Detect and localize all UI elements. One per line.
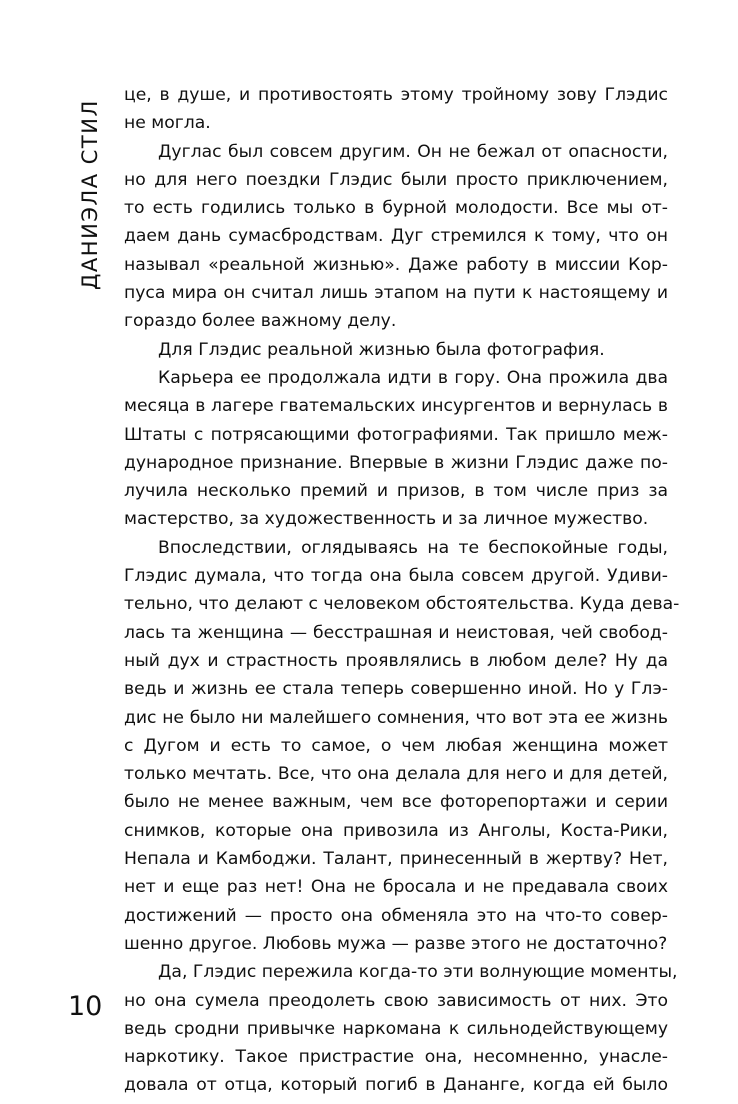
text-line: шенно другое. Любовь мужа — разве этого не достаточно? [124,933,668,954]
text-line: мастерство, за художественность и за личное мужество. [124,509,649,530]
text-line: тельно, что делают с человеком обстоятельства. Куда дева- [124,594,680,615]
text-line: Глэдис думала, что тогда она была совсем другой. Удиви- [124,566,668,587]
text-line: нет и еще раз нет! Она не бросала и не предавала своих [124,877,668,898]
text-line: Штаты с потрясающими фотографиями. Так пришло меж- [124,424,668,445]
text-line: ведь сродни привычке наркомана к сильнодействующему [124,1018,668,1039]
text-line: Дуглас был совсем другим. Он не бежал от опасности, [158,141,668,162]
text-line: дис не было ни малейшего сомнения, что вот эта ее жизнь [124,707,668,728]
text-line: Для Глэдис реальной жизнью была фотография. [158,339,605,360]
running-head: ДАНИЭЛА СТИЛ [78,99,102,290]
text-line: но для него поездки Глэдис были просто приключением, [124,169,668,190]
text-line: но она сумела преодолеть свою зависимость от них. Это [124,990,668,1011]
text-line: Карьера ее продолжала идти в гору. Она прожила два [158,367,668,388]
text-line: Да, Глэдис пережила когда-то эти волнующие моменты, [158,962,678,983]
text-line: достижений — просто она обменяла это на что-то совер- [124,905,668,926]
text-line: снимков, которые она привозила из Анголы, Коста-Рики, [124,820,668,841]
text-line: Впоследствии, оглядываясь на те беспокойные годы, [158,537,668,558]
text-line: Непала и Камбоджи. Талант, принесенный в жертву? Нет, [124,849,668,870]
text-line: гораздо более важному делу. [124,311,397,332]
text-line: наркотику. Такое пристрастие она, несомненно, унасле- [124,1047,668,1068]
text-line: было не менее важным, чем все фоторепортажи и серии [124,792,668,813]
text-line: пуса мира он считал лишь этапом на пути к настоящему и [124,283,668,304]
body-text [124,81,680,1100]
text-line: только мечтать. Все, что она делала для него и для детей, [124,764,668,785]
text-line: даем дань сумасбродствам. Дуг стремился к тому, что он [124,226,668,247]
text-line: це, в душе, и противостоять этому тройному зову Глэдис [124,85,668,105]
text-line: лучила несколько премий и призов, в том числе приз за [124,481,668,502]
text-line: не могла. [124,113,211,134]
text-line: с Дугом и есть то самое, о чем любая женщина может [124,735,668,756]
text-line: называл «реальной жизнью». Даже работу в миссии Кор- [124,254,668,275]
page-number: 10 [68,991,103,1022]
text-line: месяца в лагере гватемальских инсургентов и вернулась в [124,396,668,417]
text-line: лась та женщина — бесстрашная и неистовая, чей свобод- [124,622,668,643]
text-line: дународное признание. Впервые в жизни Глэдис даже по- [124,452,668,473]
text-line: то есть годились только в бурной молодости. Все мы от- [124,198,668,219]
text-line: довала от отца, который погиб в Дананге, когда ей было [124,1075,668,1096]
text-line: ный дух и страстность проявлялись в любом деле? Ну да [124,650,668,671]
text-line: ведь и жизнь ее стала теперь совершенно иной. Но у Глэ- [124,679,668,700]
